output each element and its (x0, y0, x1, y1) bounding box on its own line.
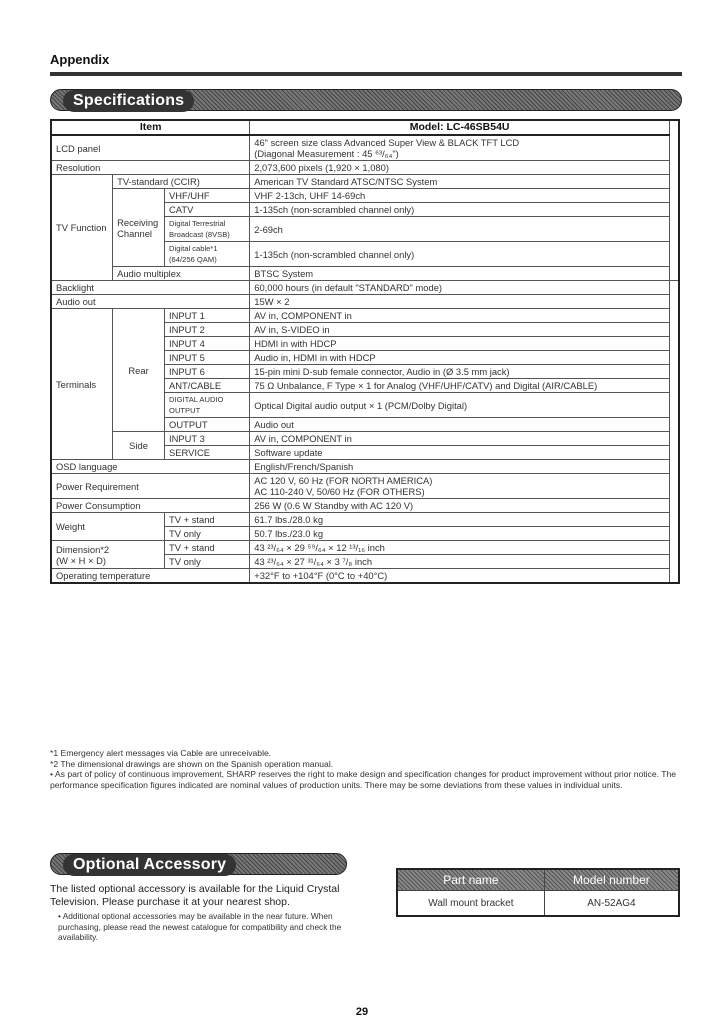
dimension-stand-label: TV + stand (165, 541, 250, 555)
header-rule (50, 72, 682, 76)
footnotes (50, 748, 684, 790)
power-requirement-label: Power Requirement (51, 474, 250, 499)
operating-temperature-label: Operating temperature (51, 569, 250, 584)
side-label: Side (113, 432, 165, 460)
terminal-name: ANT/CABLE (165, 379, 250, 393)
terminal-name: INPUT 4 (165, 337, 250, 351)
audio-multiplex-value: BTSC System (250, 267, 670, 281)
terminals-label: Terminals (51, 309, 113, 460)
vhf-value: VHF 2-13ch, UHF 14-69ch (250, 189, 670, 203)
table-row (51, 295, 679, 309)
footnote-3: • As part of policy of continuous improvement, SHARP reserves the right to make design and specification changes for product improvement without prior notice. The performance specification figures indicated are nominal values of production units. There may be some deviations from these values in individual units. (50, 769, 677, 790)
weight-only-value: 50.7 lbs./23.0 kg (250, 527, 670, 541)
terminal-name: OUTPUT (165, 418, 250, 432)
digital-cable-value: 1-135ch (non-scrambled channel only) (250, 242, 670, 267)
dimension-only-value: 43 ²³/₆₄ × 27 ³¹/₆₄ × 3 ⁷/₈ inch (250, 555, 670, 569)
table-header-row (51, 120, 679, 135)
dimension-stand-value: 43 ²³/₆₄ × 29 ⁵⁹/₆₄ × 12 ¹³/₁₆ inch (250, 541, 670, 555)
dimension-only-label: TV only (165, 555, 250, 569)
lcd-label: LCD panel (51, 135, 250, 161)
table-row (51, 309, 679, 323)
terminal-value: Audio in, HDMI in with HDCP (250, 351, 670, 365)
accessory-header-row (397, 869, 679, 891)
terminal-value: HDMI in with HDCP (250, 337, 670, 351)
power-requirement-value: AC 120 V, 60 Hz (FOR NORTH AMERICA) AC 110-240 V, 50/60 Hz (FOR OTHERS) (250, 474, 670, 499)
table-row (51, 460, 679, 474)
terminal-name: INPUT 6 (165, 365, 250, 379)
digital-cable-label: Digital cable*1 (64/256 QAM) (165, 242, 250, 267)
weight-only-label: TV only (165, 527, 250, 541)
table-row (51, 189, 679, 203)
specifications-table (50, 119, 680, 584)
table-row (51, 432, 679, 446)
terminal-value: AV in, COMPONENT in (250, 432, 670, 446)
terminal-name: INPUT 5 (165, 351, 250, 365)
backlight-value: 60,000 hours (in default "STANDARD" mode) (250, 281, 670, 295)
digital-terrestrial-value: 2-69ch (250, 217, 670, 242)
resolution-label: Resolution (51, 161, 250, 175)
table-row (51, 161, 679, 175)
power-consumption-label: Power Consumption (51, 499, 250, 513)
accessory-part: Wall mount bracket (397, 891, 544, 917)
audio-out-label: Audio out (51, 295, 250, 309)
accessory-note: • Additional optional accessories may be available in the near future. When purchasing, please read the newest catalogue for compatibility and check the availability. (58, 911, 342, 942)
terminal-value: Software update (250, 446, 670, 460)
audio-multiplex-label: Audio multiplex (113, 267, 250, 281)
resolution-value: 2,073,600 pixels (1,920 × 1,080) (250, 161, 670, 175)
catv-label: CATV (165, 203, 250, 217)
footnote-1: *1 Emergency alert messages via Cable are unreceivable. (50, 748, 272, 758)
osd-value: English/French/Spanish (250, 460, 670, 474)
tv-standard-value: American TV Standard ATSC/NTSC System (250, 175, 670, 189)
accessory-col-part: Part name (397, 869, 544, 891)
accessory-col-model: Model number (544, 869, 679, 891)
audio-out-value: 15W × 2 (250, 295, 670, 309)
table-row (51, 541, 679, 555)
terminal-value: AV in, S-VIDEO in (250, 323, 670, 337)
table-row (397, 891, 679, 917)
specifications-title: Specifications (63, 90, 194, 112)
operating-temperature-value: +32°F to +104°F (0°C to +40°C) (250, 569, 670, 584)
osd-label: OSD language (51, 460, 250, 474)
dimension-label: Dimension*2 (W × H × D) (51, 541, 165, 569)
terminal-value: 75 Ω Unbalance, F Type × 1 for Analog (VHF/UHF/CATV) and Digital (AIR/CABLE) (250, 379, 670, 393)
table-row (51, 281, 679, 295)
table-row (51, 513, 679, 527)
receiving-channel-label: Receiving Channel (113, 189, 165, 267)
header-item: Item (51, 120, 250, 135)
table-row (51, 175, 679, 189)
table-row (51, 474, 679, 499)
table-row (51, 499, 679, 513)
weight-stand-label: TV + stand (165, 513, 250, 527)
terminal-value: AV in, COMPONENT in (250, 309, 670, 323)
vhf-label: VHF/UHF (165, 189, 250, 203)
terminal-value: Audio out (250, 418, 670, 432)
power-consumption-value: 256 W (0.6 W Standby with AC 120 V) (250, 499, 670, 513)
weight-label: Weight (51, 513, 165, 541)
terminal-name: INPUT 1 (165, 309, 250, 323)
accessory-title: Optional Accessory (63, 854, 236, 876)
accessory-intro: The listed optional accessory is available for the Liquid Crystal Television. Please purchase it at your nearest shop. (50, 883, 340, 908)
catv-value: 1-135ch (non-scrambled channel only) (250, 203, 670, 217)
digital-terrestrial-label: Digital Terrestrial Broadcast (8VSB) (165, 217, 250, 242)
tv-standard-label: TV-standard (CCIR) (113, 175, 250, 189)
table-row (51, 135, 679, 161)
terminal-name: INPUT 3 (165, 432, 250, 446)
header-model: Model: LC-46SB54U (250, 120, 670, 135)
weight-stand-value: 61.7 lbs./28.0 kg (250, 513, 670, 527)
terminal-value: Optical Digital audio output × 1 (PCM/Dolby Digital) (250, 393, 670, 418)
terminal-name: INPUT 2 (165, 323, 250, 337)
terminal-value: 15-pin mini D-sub female connector, Audio in (Ø 3.5 mm jack) (250, 365, 670, 379)
rear-label: Rear (113, 309, 165, 432)
footnote-2: *2 The dimensional drawings are shown on the Spanish operation manual. (50, 758, 334, 769)
table-row (51, 267, 679, 281)
table-row (51, 569, 679, 584)
accessory-banner (50, 853, 347, 875)
backlight-label: Backlight (51, 281, 250, 295)
accessory-model: AN-52AG4 (544, 891, 679, 917)
section-title: Appendix (50, 52, 110, 67)
terminal-name: SERVICE (165, 446, 250, 460)
specifications-banner (50, 89, 682, 111)
terminal-name: DIGITAL AUDIO OUTPUT (165, 393, 250, 418)
page-number: 29 (355, 1006, 369, 1018)
tv-function-label: TV Function (51, 175, 113, 281)
lcd-value: 46" screen size class Advanced Super View & BLACK TFT LCD (Diagonal Measurement : 45 ⁶³/₆₄") (250, 135, 670, 161)
accessory-table (396, 868, 680, 917)
